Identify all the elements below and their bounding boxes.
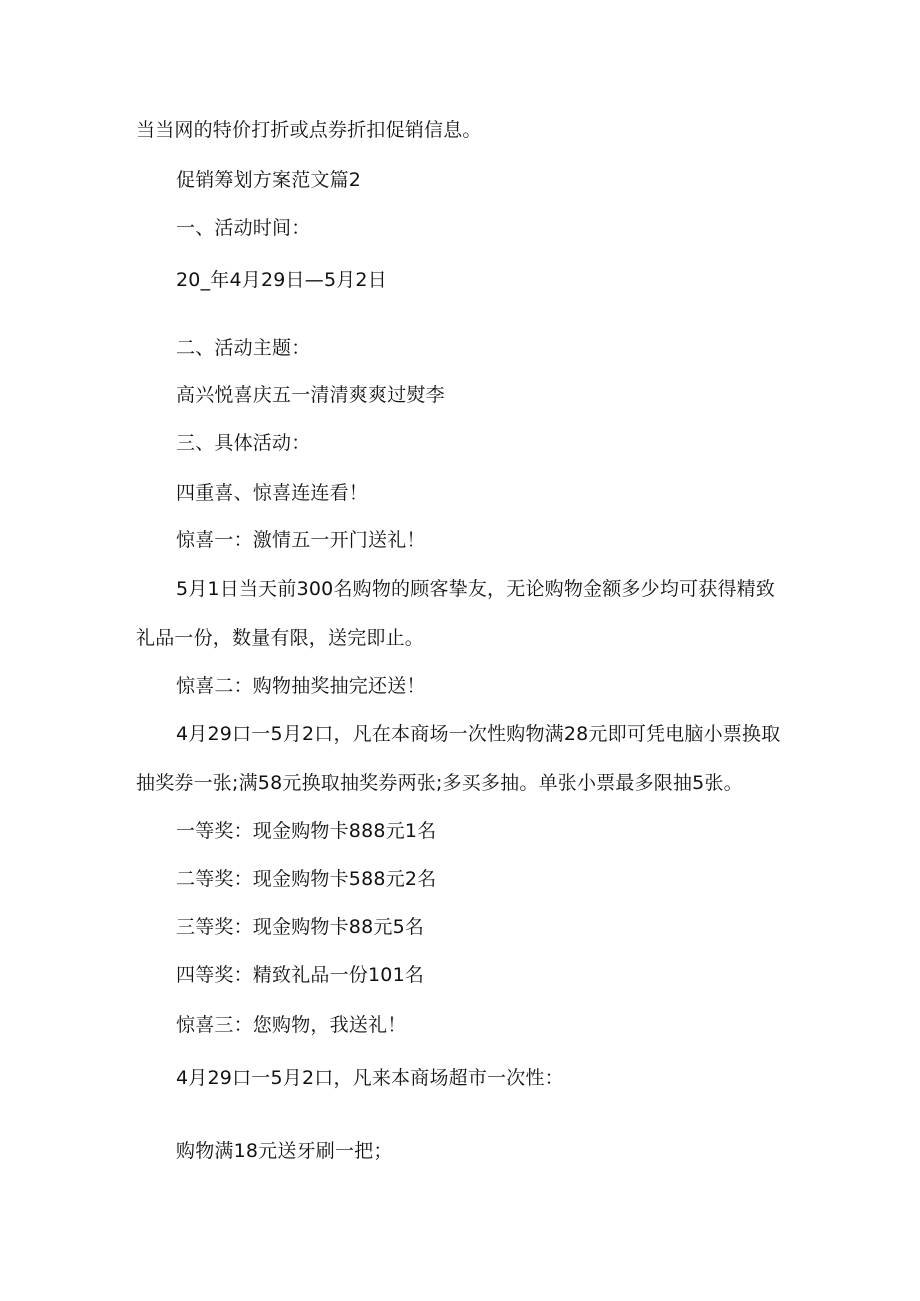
heading-activity-time: 一、活动时间：: [176, 217, 311, 239]
heading-specific-activities: 三、具体活动：: [176, 432, 311, 454]
surprise-two-title: 惊喜二：购物抽奖抽完还送！: [176, 675, 426, 697]
surprise-three-text: 4月29口一5月2口，凡来本商场超市一次性：: [176, 1067, 564, 1089]
prize-second: 二等奖：现金购物卡588元2名: [176, 868, 437, 890]
activities-intro: 四重喜、惊喜连连看！: [176, 482, 369, 504]
gift-toothbrush: 购物满18元送牙刷一把；: [176, 1140, 393, 1162]
paragraph-continuation: 当当网的特价打折或点券折扣促销信息。: [136, 119, 482, 141]
surprise-three-title: 惊喜三：您购物，我送礼！: [176, 1014, 407, 1036]
prize-third: 三等奖：现金购物卡88元5名: [176, 916, 425, 938]
surprise-two-text-line-1: 4月29口一5月2口，凡在本商场一次性购物满28元即可凭电脑小票换取: [176, 723, 781, 745]
surprise-one-text-line-1: 5月1日当天前300名购物的顾客挚友，无论购物金额多少均可获得精致: [176, 578, 776, 600]
prize-first: 一等奖：现金购物卡888元1名: [176, 820, 437, 842]
prize-fourth: 四等奖：精致礼品一份101名: [176, 964, 425, 986]
activity-time-value: 20_年4月29日—5月2日: [176, 269, 387, 291]
activity-theme-value: 高兴悦喜庆五一清清爽爽过熨李: [176, 384, 445, 406]
section-title: 促销筹划方案范文篇2: [176, 169, 362, 191]
surprise-two-text-line-2: 抽奖券一张;满58元换取抽奖券两张;多买多抽。单张小票最多限抽5张。: [136, 772, 743, 794]
surprise-one-title: 惊喜一：激情五一开门送礼！: [176, 529, 426, 551]
heading-activity-theme: 二、活动主题：: [176, 337, 311, 359]
surprise-one-text-line-2: 礼品一份，数量有限，送完即止。: [136, 627, 425, 649]
